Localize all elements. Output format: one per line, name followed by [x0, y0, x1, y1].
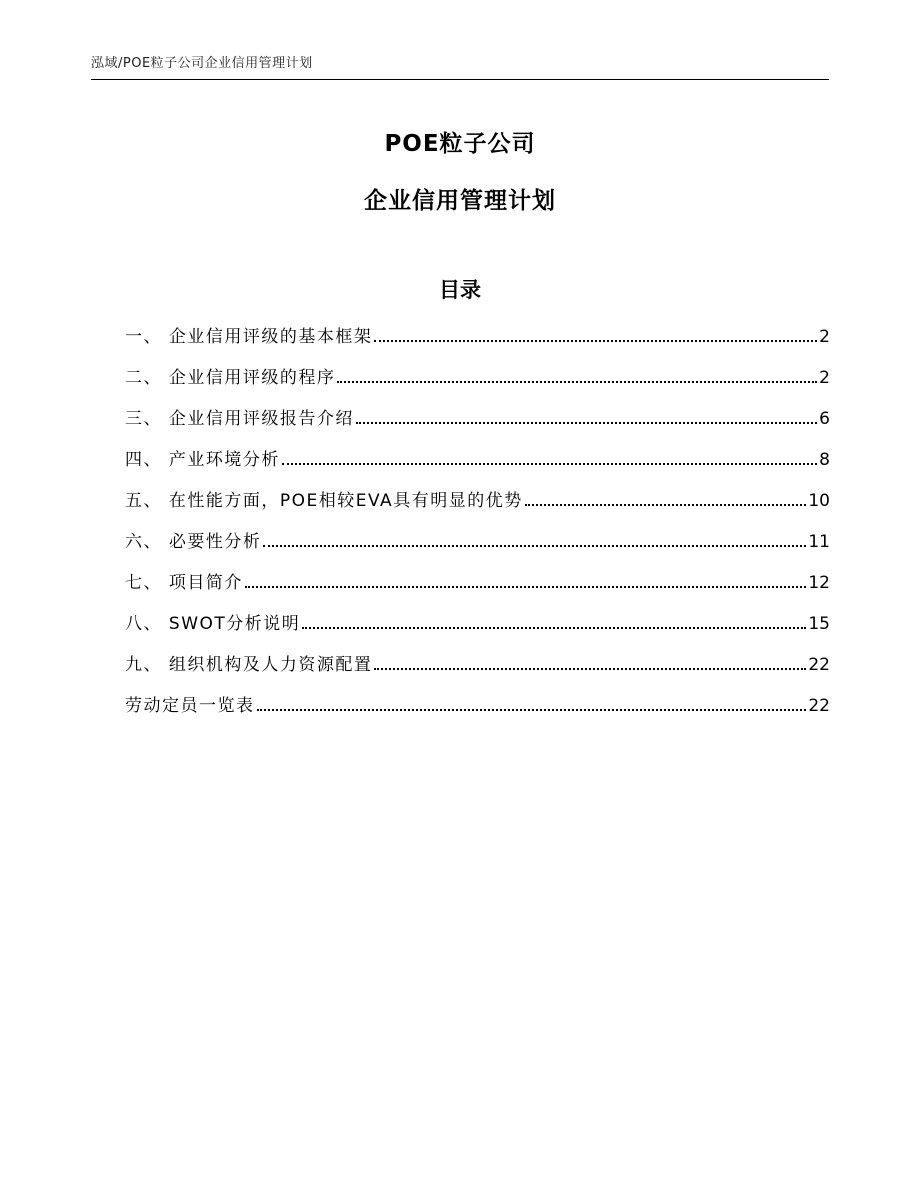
toc-page-number: 12: [808, 573, 830, 593]
toc-entry-title: 六、 必要性分析: [125, 532, 262, 552]
toc-entry-title: 四、 产业环境分析: [125, 450, 280, 470]
toc-entry-title: 劳动定员一览表: [125, 696, 255, 716]
toc-page-number: 15: [808, 614, 830, 634]
document-title: POE粒子公司: [384, 131, 536, 157]
running-header: 泓域/POE粒子公司企业信用管理计划: [91, 52, 829, 80]
toc-entry[interactable]: [125, 447, 830, 488]
toc-entry[interactable]: [125, 652, 830, 693]
toc-page-number: 22: [808, 655, 830, 675]
toc-dot-leader: [374, 667, 806, 670]
toc-dot-leader: [302, 626, 806, 629]
document-subtitle: 企业信用管理计划: [364, 188, 556, 214]
toc-dot-leader: [356, 421, 817, 424]
toc-page-number: 8: [819, 450, 830, 470]
toc-dot-leader: [374, 339, 817, 342]
toc-dot-leader: [525, 503, 807, 506]
toc-entry[interactable]: [125, 693, 830, 734]
toc-entry[interactable]: [125, 529, 830, 570]
toc-entry-title: 一、 企业信用评级的基本框架: [125, 327, 373, 347]
toc-page-number: 2: [819, 327, 830, 347]
toc-page-number: 22: [808, 696, 830, 716]
toc-heading: 目录: [439, 278, 481, 302]
toc-dot-leader: [282, 462, 817, 465]
toc-dot-leader: [245, 585, 806, 588]
toc-entry[interactable]: [125, 365, 830, 406]
toc-entry[interactable]: [125, 488, 830, 529]
table-of-contents: [125, 324, 830, 734]
toc-entry[interactable]: [125, 324, 830, 365]
toc-dot-leader: [337, 380, 817, 383]
toc-dot-leader: [257, 708, 807, 711]
toc-entry-title: 三、 企业信用评级报告介绍: [125, 409, 354, 429]
toc-entry-title: 八、 SWOT分析说明: [125, 614, 301, 634]
toc-page-number: 10: [808, 491, 830, 511]
toc-entry[interactable]: [125, 406, 830, 447]
toc-dot-leader: [263, 544, 806, 547]
toc-entry-title: 九、 组织机构及人力资源配置: [125, 655, 373, 675]
toc-entry-title: 二、 企业信用评级的程序: [125, 368, 336, 388]
toc-page-number: 2: [819, 368, 830, 388]
toc-entry-title: 七、 项目简介: [125, 573, 243, 593]
toc-entry[interactable]: [125, 570, 830, 611]
toc-page-number: 11: [808, 532, 830, 552]
toc-page-number: 6: [819, 409, 830, 429]
toc-entry[interactable]: [125, 611, 830, 652]
toc-entry-title: 五、 在性能方面，POE相较EVA具有明显的优势: [125, 491, 523, 511]
